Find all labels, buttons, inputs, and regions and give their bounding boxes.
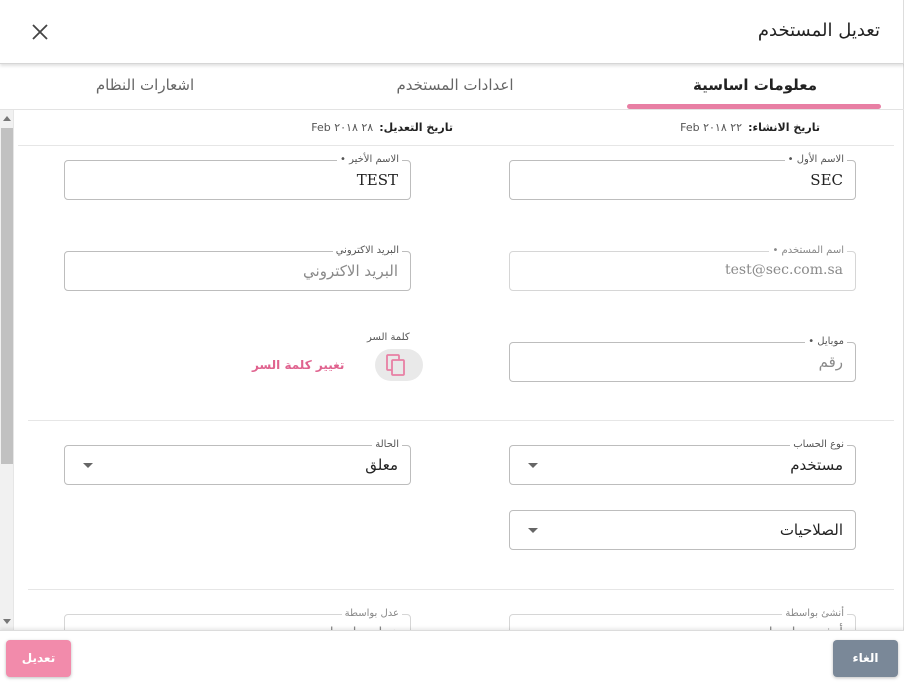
account-type-select[interactable]	[509, 439, 856, 485]
edit-button[interactable]: تعديل	[6, 640, 71, 677]
section-divider	[28, 420, 894, 421]
tab-system-notifications[interactable]: اشعارات النظام	[95, 76, 195, 94]
status-select[interactable]	[64, 439, 411, 485]
username-value: test@sec.com.sa	[724, 262, 843, 278]
email-field[interactable]	[64, 245, 411, 291]
first-name-value: SEC	[810, 171, 843, 189]
created-date	[680, 121, 820, 134]
created-date-label: تاريخ الانشاء:	[748, 121, 820, 134]
last-name-value: TEST	[356, 171, 398, 189]
dates-row	[18, 110, 894, 146]
active-tab-indicator	[627, 104, 881, 109]
email-label: البريد الاكتروني	[333, 244, 402, 258]
mobile-placeholder: رقم	[818, 353, 843, 371]
password-copy-button[interactable]	[375, 349, 423, 381]
status-label: الحالة	[372, 438, 402, 452]
last-name-label: الاسم الأخير •	[337, 153, 402, 167]
account-type-label: نوع الحساب	[790, 438, 847, 452]
modified-date-label: تاريخ التعديل:	[379, 121, 453, 134]
scrollbar[interactable]	[0, 110, 14, 630]
change-password-link[interactable]: تغيير كلمة السر	[252, 358, 345, 372]
scroll-down-arrow-icon[interactable]	[3, 619, 11, 624]
email-placeholder: البريد الاكتروني	[303, 262, 398, 280]
created-by-label: أنشئ بواسطة	[782, 607, 847, 621]
tab-user-settings[interactable]: اعدادات المستخدم	[396, 76, 514, 94]
caret-down-icon	[528, 528, 538, 533]
permissions-select[interactable]	[509, 510, 856, 550]
modified-by-label: عدل بواسطة	[342, 607, 402, 621]
created-date-value: ٢٢ ٢٠١٨ Feb	[680, 121, 743, 134]
dialog-footer	[0, 630, 904, 684]
password-label: كلمة السر	[367, 332, 410, 343]
mobile-field[interactable]	[509, 336, 856, 382]
modified-date-value: ٢٨ ٢٠١٨ Feb	[311, 121, 374, 134]
tab-basic-info[interactable]: معلومات اساسية	[693, 76, 817, 94]
account-type-value: مستخدم	[790, 456, 843, 474]
section-divider	[28, 589, 894, 590]
close-icon[interactable]	[28, 20, 52, 44]
scroll-thumb[interactable]	[1, 128, 13, 464]
caret-down-icon	[83, 463, 93, 468]
cancel-button[interactable]: الغاء	[833, 640, 898, 677]
dialog-header	[0, 0, 904, 64]
username-label: اسم المستخدم •	[769, 244, 847, 258]
first-name-label: الاسم الأول •	[785, 153, 847, 167]
status-value: معلق	[365, 456, 398, 474]
first-name-field[interactable]	[509, 154, 856, 200]
last-name-field[interactable]	[64, 154, 411, 200]
username-field[interactable]	[509, 245, 856, 291]
tab-bar	[0, 64, 904, 110]
mobile-label: موبايل •	[805, 335, 847, 349]
copy-icon	[383, 352, 409, 378]
caret-down-icon	[528, 463, 538, 468]
modified-date	[311, 121, 453, 134]
permissions-value: الصلاحيات	[779, 521, 843, 539]
dialog-title: تعديل المستخدم	[757, 20, 880, 41]
scroll-up-arrow-icon[interactable]	[3, 116, 11, 121]
